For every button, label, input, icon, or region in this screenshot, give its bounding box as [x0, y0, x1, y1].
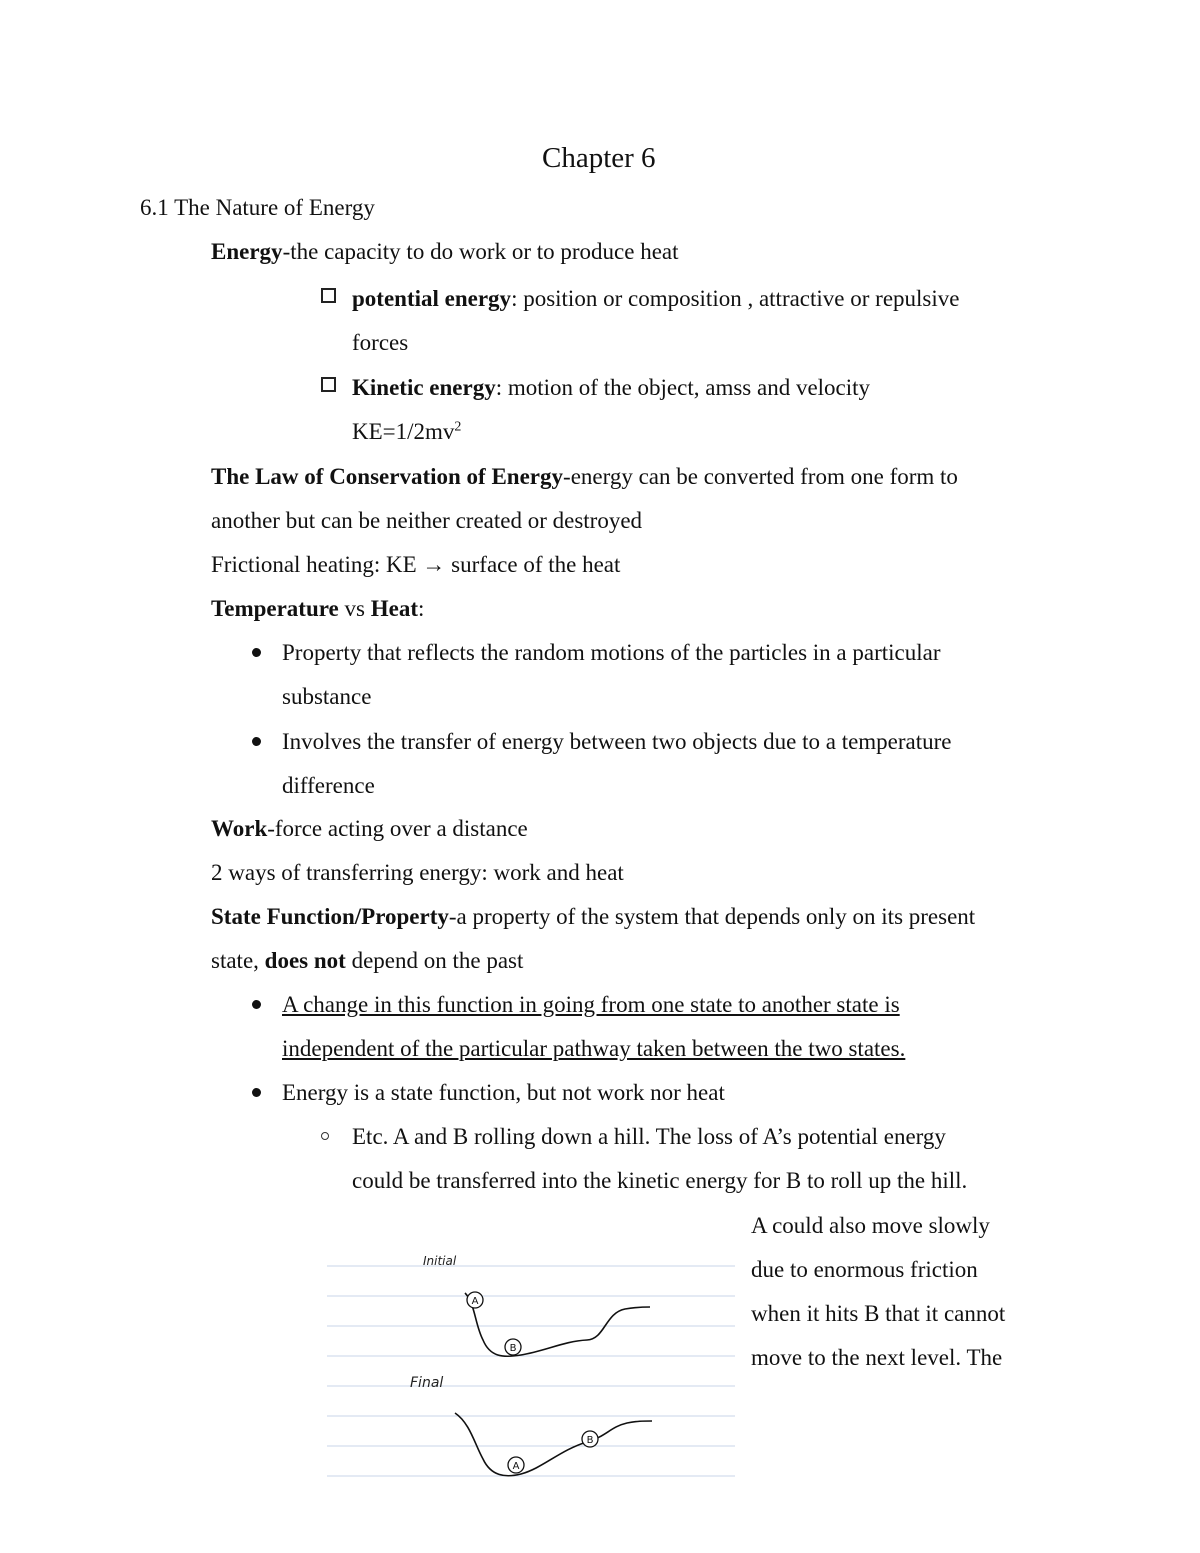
conservation-law-cont: another but can be neither created or destroyed [211, 508, 643, 533]
frictional-heating: Frictional heating: KE → surface of the heat [211, 552, 621, 577]
energy-definition: Energy-the capacity to do work or to produce heat [211, 239, 679, 264]
state-function-cont: state, does not depend on the past [211, 948, 524, 973]
bullet-icon [252, 1000, 261, 1009]
side-text-line: move to the next level. The [751, 1345, 1003, 1370]
temperature-vs-heat: Temperature vs Heat: [211, 596, 425, 621]
state-function-bullet-line1: A change in this function in going from one state to another state is [282, 992, 900, 1017]
sub-bullet-circle-icon [321, 1132, 329, 1140]
svg-text:B: B [586, 1435, 594, 1446]
final-hill-curve [455, 1413, 652, 1476]
temperature-bullet-line2: substance [282, 684, 372, 709]
sketch-label-initial: Initial [423, 1254, 457, 1268]
temperature-bullet-line1: Property that reflects the random motions of the particles in a particular [282, 640, 941, 665]
checkbox-icon [321, 377, 336, 392]
hill-sketch [325, 1245, 737, 1485]
bullet-icon [252, 648, 261, 657]
checkbox-icon [321, 288, 336, 303]
side-text-line: due to enormous friction [751, 1257, 978, 1282]
conservation-law: The Law of Conservation of Energy-energy can be converted from one form to [211, 464, 958, 489]
potential-energy-item: potential energy: position or composition , attractive or repulsive [352, 286, 960, 311]
heat-bullet-line2: difference [282, 773, 375, 798]
svg-text:A: A [512, 1461, 520, 1472]
energy-state-function-bullet: Energy is a state function, but not work nor heat [282, 1080, 725, 1105]
bullet-icon [252, 737, 261, 746]
bullet-icon [252, 1088, 261, 1097]
initial-hill-curve [465, 1293, 650, 1356]
example-line2: could be transferred into the kinetic energy for B to roll up the hill. [352, 1168, 968, 1193]
svg-text:B: B [509, 1343, 517, 1354]
kinetic-formula: $KE=1/2mv^2$ [352, 419, 462, 444]
state-function-bullet-line2: independent of the particular pathway taken between the two states. [282, 1036, 906, 1061]
svg-text:A: A [471, 1296, 479, 1307]
two-ways-line: 2 ways of transferring energy: work and heat [211, 860, 624, 885]
work-definition: Work-force acting over a distance [211, 816, 528, 841]
side-text-line: when it hits B that it cannot [751, 1301, 1006, 1326]
heat-bullet-line1: Involves the transfer of energy between two objects due to a temperature [282, 729, 952, 754]
page-title: Chapter 6 [542, 142, 656, 174]
kinetic-energy-item: Kinetic energy: motion of the object, amss and velocity [352, 375, 871, 400]
side-text-line: A could also move slowly [751, 1213, 990, 1238]
state-function-definition: State Function/Property-a property of the system that depends only on its present [211, 904, 976, 929]
example-line1: Etc. A and B rolling down a hill. The loss of A’s potential energy [352, 1124, 946, 1149]
sketch-label-final: Final [410, 1375, 444, 1391]
section-heading: 6.1 The Nature of Energy [140, 195, 375, 220]
potential-energy-cont: forces [352, 330, 409, 355]
